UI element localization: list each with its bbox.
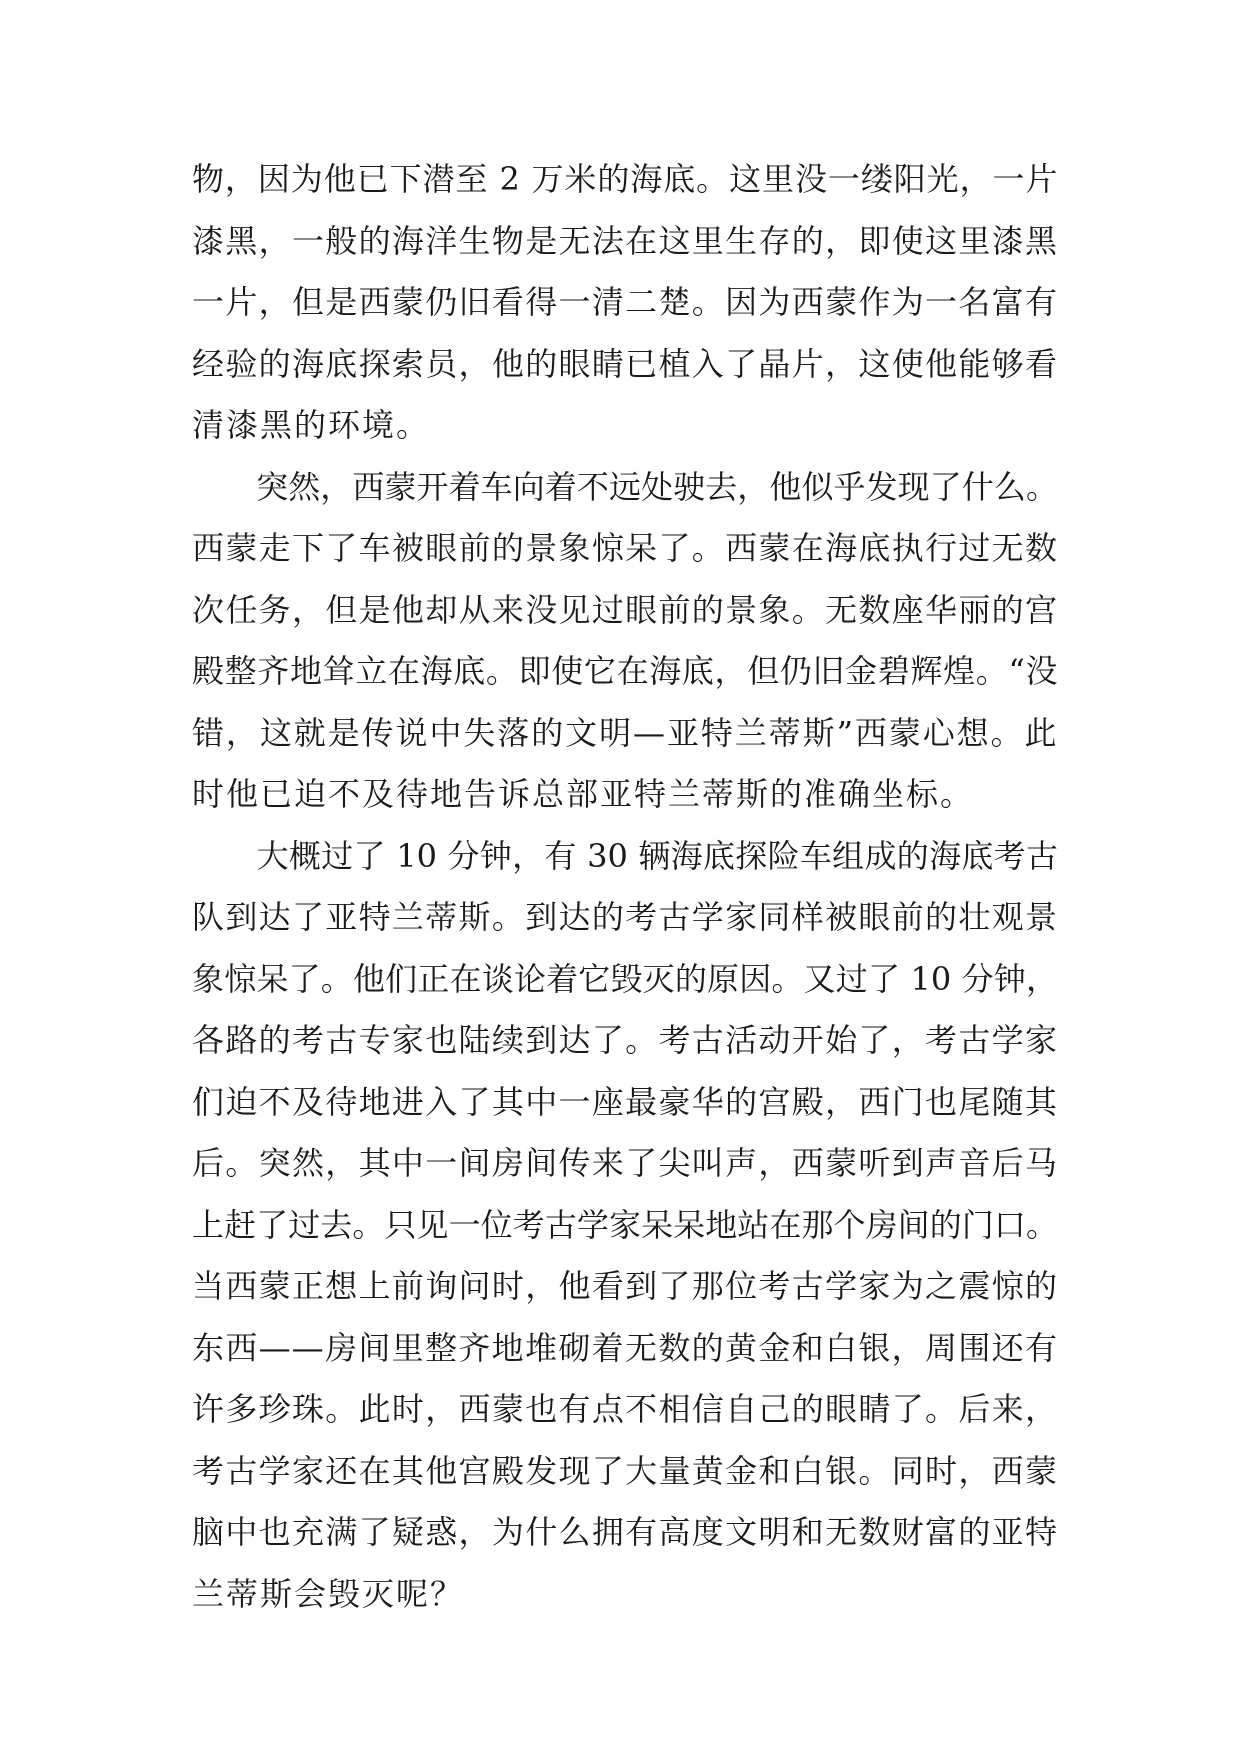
text-line: 错，这就是传说中失落的文明—亚特兰蒂斯”西蒙心想。此 <box>192 713 1058 752</box>
text-line: 漆黑，一般的海洋生物是无法在这里生存的，即使这里漆黑 <box>192 221 1058 260</box>
text-line: 清漆黑的环境。 <box>192 406 431 444</box>
text-line: 各路的考古专家也陆续到达了。考古活动开始了，考古学家 <box>192 1021 1058 1059</box>
text-line: 们迫不及待地进入了其中一座最豪华的宫殿，西门也尾随其 <box>192 1082 1058 1121</box>
text-line: 物，因为他已下潜至 2 万米的海底。这里没一缕阳光，一片 <box>192 160 1058 198</box>
text-line: 一片，但是西蒙仍旧看得一清二楚。因为西蒙作为一名富有 <box>192 283 1058 321</box>
text-line: 兰蒂斯会毁灭呢？ <box>192 1574 465 1613</box>
text-line: 队到达了亚特兰蒂斯。到达的考古学家同样被眼前的壮观景 <box>192 898 1058 936</box>
text-line: 后。突然，其中一间房间传来了尖叫声，西蒙听到声音后马 <box>192 1144 1058 1182</box>
text-line: 次任务，但是他却从来没见过眼前的景象。无数座华丽的宫 <box>192 590 1058 629</box>
text-line: 经验的海底探索员，他的眼睛已植入了晶片，这使他能够看 <box>192 344 1058 383</box>
text-line: 当西蒙正想上前询问时，他看到了那位考古学家为之震惊的 <box>192 1267 1058 1305</box>
text-line: 考古学家还在其他宫殿发现了大量黄金和白银。同时，西蒙 <box>192 1451 1058 1490</box>
text-line: 大概过了 10 分钟，有 30 辆海底探险车组成的海底考古 <box>192 836 1058 875</box>
text-line: 东西——房间里整齐地堆砌着无数的黄金和白银，周围还有 <box>192 1328 1058 1367</box>
text-line: 脑中也充满了疑惑，为什么拥有高度文明和无数财富的亚特 <box>192 1513 1058 1551</box>
text-line: 上赶了过去。只见一位考古学家呆呆地站在那个房间的门口。 <box>192 1205 1058 1244</box>
text-line: 突然，西蒙开着车向着不远处驶去，他似乎发现了什么。 <box>192 467 1058 506</box>
text-line: 殿整齐地耸立在海底。即使它在海底，但仍旧金碧辉煌。“没 <box>192 652 1058 690</box>
text-line: 时他已迫不及待地告诉总部亚特兰蒂斯的准确坐标。 <box>192 775 975 813</box>
text-line: 象惊呆了。他们正在谈论着它毁灭的原因。又过了 10 分钟， <box>192 959 1058 998</box>
text-line: 西蒙走下了车被眼前的景象惊呆了。西蒙在海底执行过无数 <box>192 529 1058 567</box>
body-text <box>192 158 1058 1634</box>
text-line: 许多珍珠。此时，西蒙也有点不相信自己的眼睛了。后来， <box>192 1390 1058 1428</box>
